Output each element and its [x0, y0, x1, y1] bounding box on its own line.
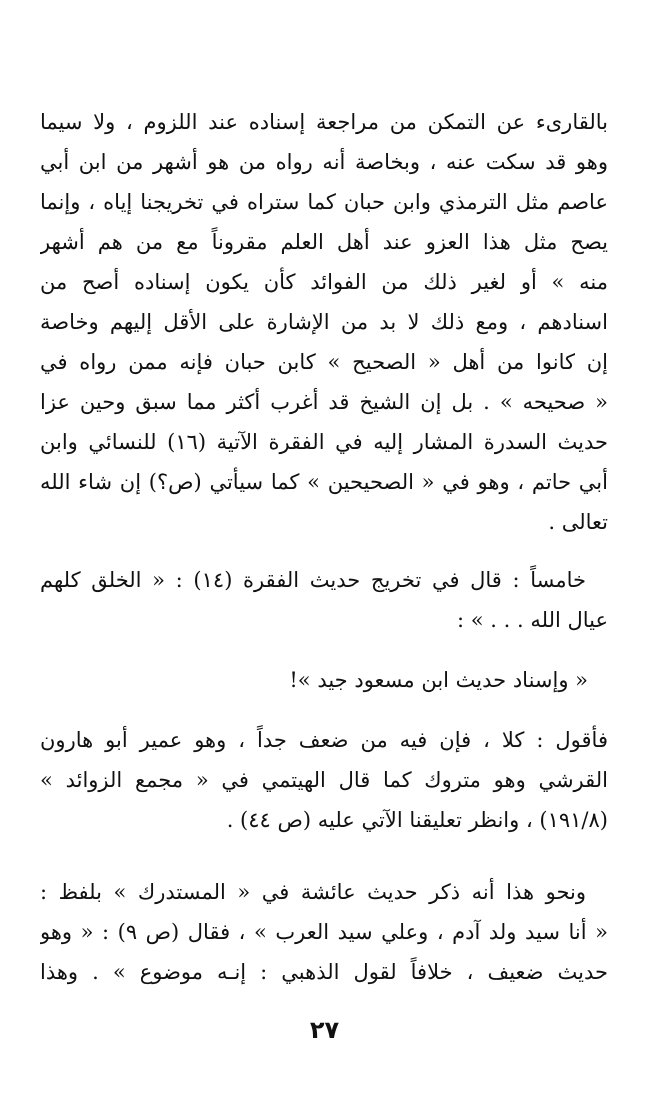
text-line: يصح مثل هذا العزو عند أهل العلم مقروناً مع من هم أشهر — [40, 230, 608, 254]
text-line: « صحيحه » . بل إن الشيخ قد أغرب أكثر مما سبق وحين عزا — [40, 390, 608, 414]
text-line: تعالى . — [548, 510, 608, 534]
page-number: ٢٧ — [309, 1016, 340, 1044]
text-line: حديث ضعيف ، خلافاً لقول الذهبي : إنـه موضوع » . وهذا — [40, 960, 608, 984]
text-line: فأقول : كلا ، فإن فيه من ضعف جداً ، وهو عمير أبو هارون — [40, 728, 608, 752]
text-line: اسنادهم ، ومع ذلك لا بد من الإشارة على الأقل إليهم وخاصة — [40, 310, 608, 334]
text-line: خامساً : قال في تخريج حديث الفقرة (١٤) : « الخلق كلهم — [40, 568, 586, 592]
text-line: منه » أو لغير ذلك من الفوائد كأن يكون إسناده أصح من — [40, 270, 608, 294]
text-line: بالقارىء عن التمكن من مراجعة إسناده عند اللزوم ، ولا سيما — [40, 110, 608, 134]
paragraph-response — [40, 720, 608, 840]
text-line: القرشي وهو متروك كما قال الهيتمي في « مجمع الزوائد » — [40, 768, 608, 792]
text-line: حديث السدرة المشار إليه في الفقرة الآتية (١٦) للنسائي وابن — [40, 430, 608, 454]
text-line: عاصم مثل الترمذي وابن حبان كما ستراه في تخريجنا إياه ، وإنما — [40, 190, 608, 214]
paragraph-similar-case — [40, 872, 608, 992]
block-quote — [40, 660, 608, 700]
text-line: وهو قد سكت عنه ، وبخاصة أنه رواه من هو أشهر من ابن أبي — [40, 150, 608, 174]
text-line: (١٩١/٨) ، وانظر تعليقنا الآتي عليه (ص ٤٤) . — [226, 808, 608, 832]
paragraph-fifth-point — [40, 560, 608, 640]
text-line: « أنا سيد ولد آدم ، وعلي سيد العرب » ، فقال (ص ٩) : « وهو — [40, 920, 608, 944]
text-line: إن كانوا من أهل « الصحيح » كابن حبان فإنه ممن رواه في — [40, 350, 608, 374]
text-line: أبي حاتم ، وهو في « الصحيحين » كما سيأتي (ص؟) إن شاء الله — [40, 470, 608, 494]
text-line: ونحو هذا أنه ذكر حديث عائشة في « المستدرك » بلفظ : — [40, 880, 586, 904]
quoted-line: « وإسناد حديث ابن مسعود جيد »! — [289, 668, 588, 692]
text-line: عيال الله . . . » : — [457, 608, 608, 632]
paragraph-continuation — [40, 102, 608, 542]
